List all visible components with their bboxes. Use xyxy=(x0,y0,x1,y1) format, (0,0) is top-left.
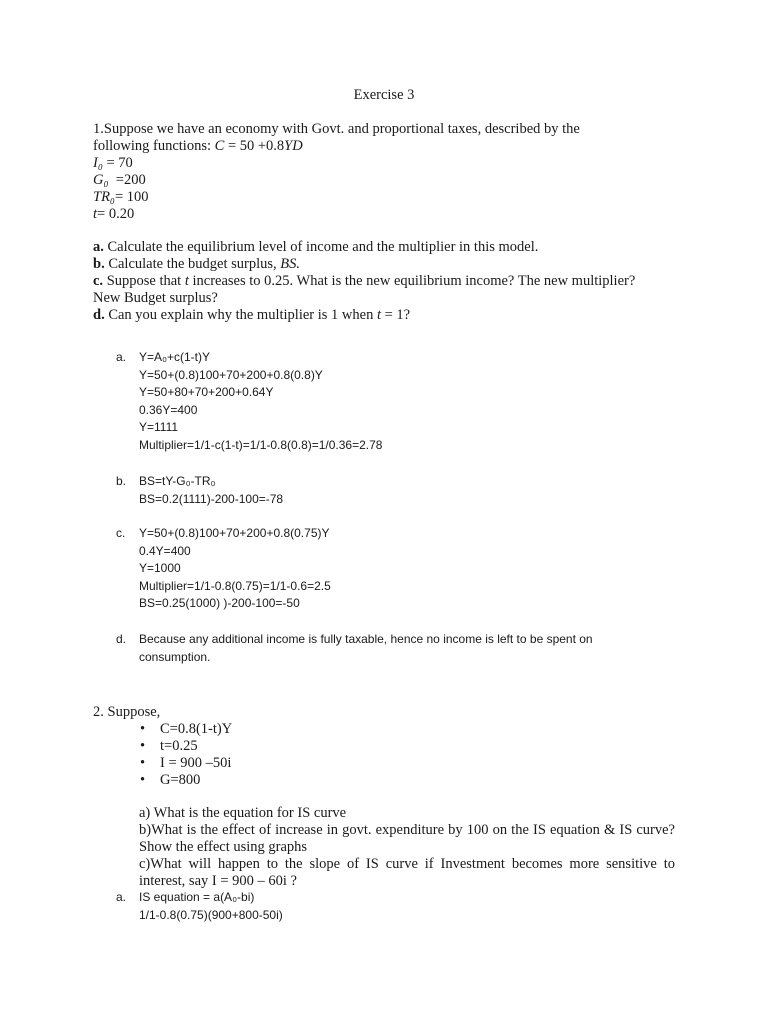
answer-line: Because any additional income is fully taxable, hence no income is left to be spent on xyxy=(139,632,593,646)
bullet-text: I = 900 –50i xyxy=(160,755,232,771)
answer-line: Y=1000 xyxy=(139,561,181,575)
q1-intro-line1: 1.Suppose we have an economy with Govt. and proportional taxes, described by the xyxy=(93,121,580,137)
q1-intro-prefix: following functions: xyxy=(93,138,215,154)
given-value: = 100 xyxy=(114,189,149,205)
answer-line: 1/1-0.8(0.75)(900+800-50i) xyxy=(139,907,283,922)
bullet-icon: • xyxy=(140,738,146,754)
q1-parts xyxy=(93,239,677,324)
answer-line: BS=0.25(1000) )-200-100=-50 xyxy=(139,596,300,610)
given-var: TR₀ xyxy=(93,189,115,205)
given-var: t xyxy=(93,206,98,222)
bullet-icon: • xyxy=(140,772,146,788)
answer-line: Y=50+(0.8)100+70+200+0.8(0.75)Y xyxy=(139,526,330,540)
answer-line: Multiplier=1/1-c(1-t)=1/1-0.8(0.8)=1/0.36=2.78 xyxy=(139,437,383,452)
q1-part-a xyxy=(93,239,677,256)
bullet-text: C=0.8(1-t)Y xyxy=(160,721,233,737)
part-italic: BS. xyxy=(280,256,301,272)
q2-question-a: a) What is the equation for IS curve xyxy=(139,805,347,821)
given-var: G₀ xyxy=(93,172,109,188)
q1-given-g0 xyxy=(93,172,677,189)
part-text: increases to 0.25. What is the new equilibrium income? The new multiplier? xyxy=(188,273,636,289)
q2-question-b: b)What is the effect of increase in govt. expenditure by 100 on the IS equation & IS curve? Show the effect using graphs xyxy=(139,822,675,855)
q1-var-c: C xyxy=(214,138,225,154)
part-text: Calculate the budget surplus, xyxy=(104,256,281,272)
part-label: b. xyxy=(93,256,105,272)
part-text: = 1? xyxy=(380,307,411,323)
answer-line: 0.36Y=400 xyxy=(139,402,198,417)
list-item xyxy=(140,772,232,789)
answer-line: BS=tY-G₀-TR₀ xyxy=(139,474,216,488)
part-text: Can you explain why the multiplier is 1 when xyxy=(104,307,377,323)
answer-line: Multiplier=1/1-0.8(0.75)=1/1-0.6=2.5 xyxy=(139,578,331,593)
answer-marker: a. xyxy=(116,890,127,904)
list-item xyxy=(140,738,232,755)
q1-part-d xyxy=(93,307,677,324)
q1-part-c-cont: New Budget surplus? xyxy=(93,290,218,306)
page-title: Exercise 3 xyxy=(353,87,415,103)
part-label: c. xyxy=(93,273,104,289)
given-var: I₀ xyxy=(93,155,103,171)
part-label: a. xyxy=(93,239,104,255)
answer-line: BS=0.2(1111)-200-100=-78 xyxy=(139,491,284,506)
answer-c xyxy=(116,525,676,613)
bullet-icon: • xyxy=(140,721,146,737)
answer-marker: a. xyxy=(116,350,127,364)
answer-line: IS equation = a(A₀-bi) xyxy=(139,890,255,904)
q2-question-c: c)What will happen to the slope of IS curve if Investment becomes more sensitive to interest, say I = 900 – 60i ? xyxy=(139,856,675,889)
bullet-text: G=800 xyxy=(160,772,201,788)
part-italic: t xyxy=(376,307,381,323)
q1-given-tr0 xyxy=(93,189,677,206)
answer-a xyxy=(116,349,676,454)
q1-var-yd: YD xyxy=(284,138,303,154)
q1-part-b xyxy=(93,256,677,273)
q1-part-c xyxy=(93,273,677,290)
answer-line: Y=A₀+c(1-t)Y xyxy=(139,350,211,364)
answer-b xyxy=(116,473,676,508)
q1-intro-mid: = 50 +0.8 xyxy=(224,138,285,154)
bullet-icon: • xyxy=(140,755,146,771)
answer-marker: b. xyxy=(116,474,127,488)
part-text: Calculate the equilibrium level of income and the multiplier in this model. xyxy=(103,239,539,255)
list-item xyxy=(140,721,232,738)
given-value: = 70 xyxy=(102,155,133,171)
part-text: Suppose that xyxy=(103,273,185,289)
answer-marker: d. xyxy=(116,632,127,646)
bullet-text: t=0.25 xyxy=(160,738,198,754)
answer-d xyxy=(116,631,676,666)
part-label: d. xyxy=(93,307,105,323)
given-value: =200 xyxy=(108,172,146,188)
part-italic: t xyxy=(184,273,189,289)
question-2-intro: 2. Suppose, xyxy=(93,704,161,720)
q1-given-t xyxy=(93,206,677,223)
question-1 xyxy=(93,121,677,223)
q2-answer-a xyxy=(116,889,676,924)
answer-line: Y=50+80+70+200+0.64Y xyxy=(139,385,274,399)
q1-intro-line2 xyxy=(93,138,677,155)
q2-bullet-list xyxy=(140,721,232,789)
answer-line: Y=50+(0.8)100+70+200+0.8(0.8)Y xyxy=(139,367,323,382)
given-value: = 0.20 xyxy=(97,206,135,222)
answer-line: Y=1111 xyxy=(139,420,179,434)
answer-marker: c. xyxy=(116,526,126,540)
list-item xyxy=(140,755,232,772)
answer-line: consumption. xyxy=(139,649,211,664)
answer-line: 0.4Y=400 xyxy=(139,543,191,558)
q1-given-i0 xyxy=(93,155,677,172)
q2-questions xyxy=(139,805,675,890)
